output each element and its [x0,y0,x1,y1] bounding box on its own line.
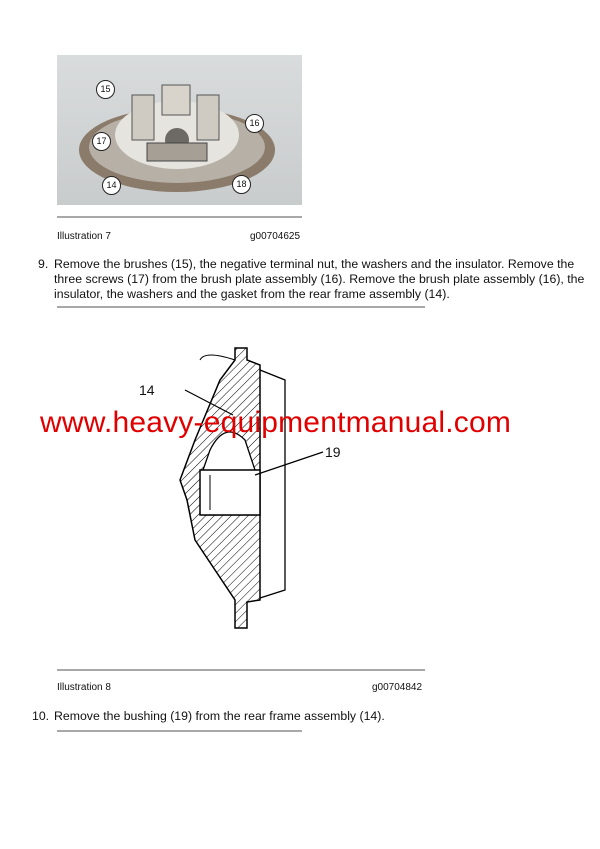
label-19: 19 [325,444,341,460]
illustration-7-id: g00704625 [250,231,301,242]
callout-15: 15 [96,80,115,99]
callout-18: 18 [232,175,251,194]
step-10 [32,709,552,724]
step-9 [38,257,588,302]
callout-14: 14 [102,176,121,195]
step-number: 9. [38,257,49,271]
illustration-7-label: Illustration 7 [57,231,111,242]
callout-16: 16 [245,114,264,133]
step-text: Remove the bushing (19) from the rear frame assembly (14). [54,709,385,723]
rear-frame-drawing [135,340,335,640]
step-number: 10. [32,709,50,723]
watermark: www.heavy-equipmentmanual.com [40,406,512,439]
divider [57,306,425,308]
divider [57,730,302,732]
illustration-8-id: g00704842 [372,682,423,693]
illustration-8-label: Illustration 8 [57,682,111,693]
brush-plate-photo [57,55,302,205]
callout-17: 17 [92,132,111,151]
divider [57,669,425,671]
illustration-7-photo [57,55,302,205]
label-14: 14 [139,382,155,398]
step-text: Remove the brushes (15), the negative terminal nut, the washers and the insulator. Remove the three screws (17) from the brush plate assembly (16). Remove the brush plate assembly (16), the insulator, the washers and the gasket from the rear frame assembly (14). [54,257,585,301]
divider [57,216,302,218]
